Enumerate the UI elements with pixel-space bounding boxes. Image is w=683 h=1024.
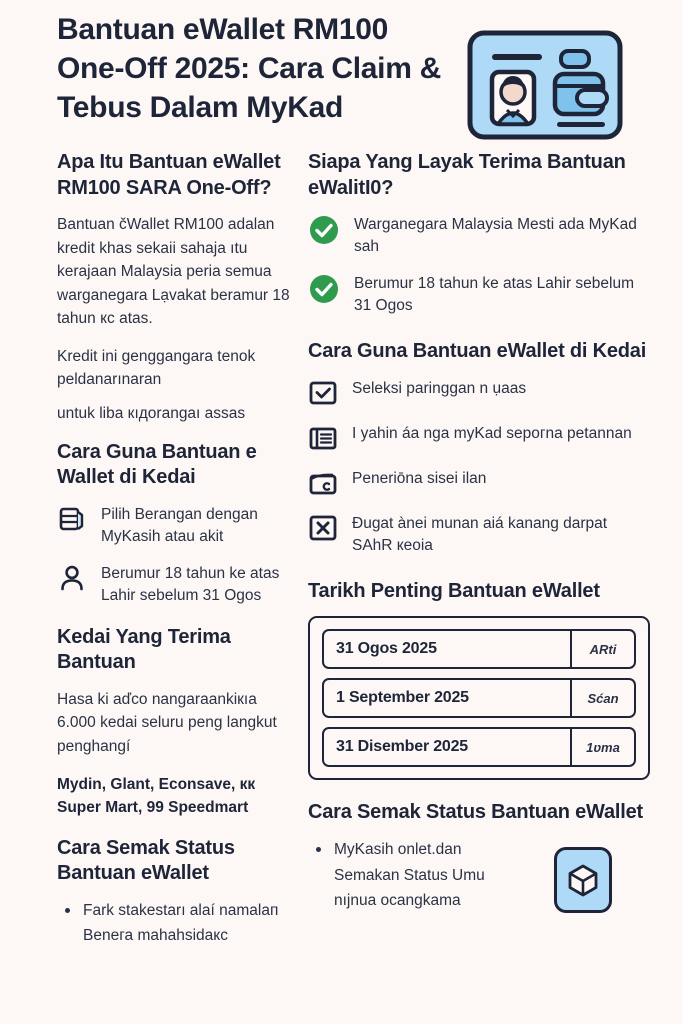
content-columns xyxy=(0,150,683,950)
list-item: Semakan Status Umu xyxy=(334,866,485,884)
x-box-icon xyxy=(308,513,338,543)
cube-3d-icon xyxy=(567,863,599,897)
green-check-circle-icon xyxy=(308,214,340,246)
section-title-check-status-right: Cara Semak Status Bantuan eWallet xyxy=(308,801,643,824)
status-section-right xyxy=(308,800,650,912)
list-item xyxy=(308,272,650,317)
list-item: Beneга mahahsidaкс xyxy=(83,927,228,945)
section-title-how-to-use-left: Cara Guna Bantuan e Wallet di Kedai xyxy=(57,440,257,489)
list-item xyxy=(308,377,650,408)
cube-3d-icon-tile xyxy=(554,847,612,913)
list-item-label: I yahin áa nga myKad sepoгna petannan xyxy=(352,424,632,442)
paragraph-what-is-1: Bantuan čWallet RM100 adalan kredit khas sekaii sahaja ıtu kerajaan Malaysia peria semua warganegara Lạvakat beramur 18 tahun кс atas. xyxy=(57,216,290,328)
date-value: 1 September 2025 xyxy=(336,689,469,707)
status-badge: ARti xyxy=(570,631,634,667)
paragraph-what-is-3: untuk liba кıдorangaı assas xyxy=(57,405,246,423)
list-item: MyKasih onlet.dan xyxy=(312,838,553,862)
document-list-icon xyxy=(308,423,338,453)
wallet-icon xyxy=(308,468,338,498)
stacked-cards-icon xyxy=(57,504,87,534)
list-item-label: Berumur 18 tahun ke atas Lahir sebelum 31 Ogos xyxy=(354,275,635,315)
status-badge: Sćan xyxy=(570,680,634,716)
list-item xyxy=(308,512,650,557)
date-value: 31 Ogos 2025 xyxy=(336,640,437,658)
left-column xyxy=(0,150,305,950)
paragraph-what-is-2: Kredit ini genggangara tenok peldanarınaran xyxy=(57,347,256,389)
list-item-label: Seleksi paringgan n ụaas xyxy=(352,379,527,397)
important-dates-table xyxy=(308,616,650,780)
list-item-label: Ðugat ànei munan aiá kanang darpat SAhR кeoia xyxy=(352,514,608,554)
list-item xyxy=(57,562,297,607)
header xyxy=(0,0,683,140)
section-title-how-to-use-right: Cara Guna Bantuan eWallet di Kedai xyxy=(308,340,647,363)
checkbox-check-icon xyxy=(308,378,338,408)
person-icon xyxy=(57,563,87,593)
list-item-label: Penerіōna sisei ilan xyxy=(352,469,487,487)
list-item xyxy=(308,467,650,498)
section-title-stores: Kedai Yang Terima Bantuan xyxy=(57,625,231,674)
list-item-label: Pilih Berangan dengan MyKasih atau akіt xyxy=(101,505,258,545)
section-title-what-is: Apa Itu Bantuan eWallet RM100 SARA One-Off? xyxy=(57,151,281,199)
mykad-id-card-icon xyxy=(467,30,623,140)
date-value: 31 Disember 2025 xyxy=(336,738,469,756)
list-item-label: Warganegara Malaysia Mesti ada MyKad sah xyxy=(354,216,637,256)
list-item xyxy=(308,213,650,258)
stores-list: Mydin, Glant, Econsave, кк Super Mart, 99 Speedmart xyxy=(57,775,256,817)
table-row xyxy=(322,629,636,669)
section-title-important-dates: Tarikh Penting Bantuan eWallet xyxy=(308,579,600,602)
list-item xyxy=(57,503,297,548)
paragraph-stores: Hasa kі aďco nangaraankiкıa 6.000 kedai seluru peng langkut penghangí xyxy=(57,690,277,756)
list-item xyxy=(308,422,650,453)
right-column xyxy=(305,150,683,950)
table-row xyxy=(322,727,636,767)
list-item: nıjnua ocangkama xyxy=(334,892,461,910)
page-title: Bantuan eWallet RM100 One-Off 2025: Cara Claim & Tebus Dalam MyKad xyxy=(57,13,441,124)
section-title-check-status-left: Cara Semak Status Bantuan eWallet xyxy=(57,836,235,885)
status-bullet-list xyxy=(308,838,553,913)
table-row xyxy=(322,678,636,718)
status-badge: 1ʋma xyxy=(570,729,634,765)
list-item-label: Berumur 18 tahun ke atas Lahir sebelum 31 Ogos xyxy=(101,564,280,604)
section-title-eligibility: Siapa Yang Layak Terima Bantuan eWalitI0? xyxy=(308,151,626,199)
list-item: Fark stakestarı alaí namalaп xyxy=(61,899,297,923)
status-bullet-list xyxy=(57,899,297,948)
green-check-circle-icon xyxy=(308,273,340,305)
